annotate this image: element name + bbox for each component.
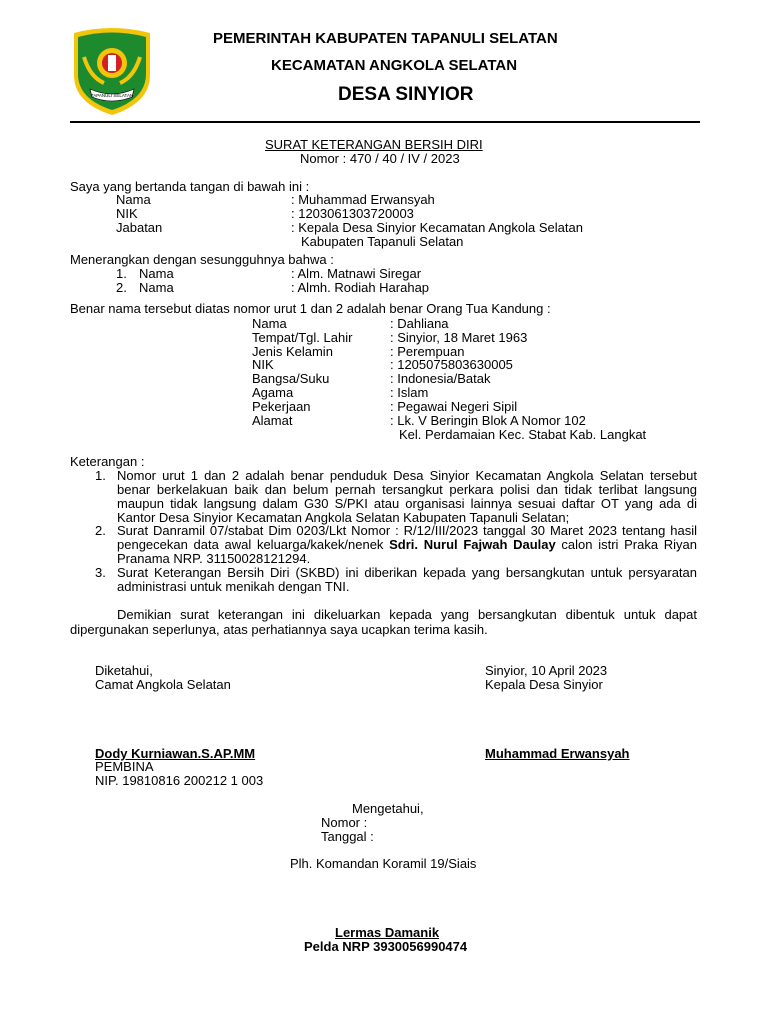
- child-gender-value: : Perempuan: [390, 344, 465, 359]
- letter-title: SURAT KETERANGAN BERSIH DIRI: [265, 137, 483, 152]
- bottom-sign-acknowledge: Mengetahui,: [352, 801, 424, 816]
- child-nationality-value: : Indonesia/Batak: [390, 371, 491, 386]
- child-name-value: : Dahliana: [390, 316, 449, 331]
- remark-1-text: Nomor urut 1 dan 2 adalah benar penduduk Desa Sinyior Kecamatan Angkola Selatan tersebut benar berkelakuan baik dan belum pernah tersangkut perkara polisi dan tidak terlibat langsung maupun tidak langsung dalam G30 S/PKI atau organisasi lainnya sesuai daftar OT yang ada di Kantor Desa Sinyior Kecamatan Angkola Selatan Kabupaten Tapanuli Selatan;: [117, 468, 697, 525]
- header-government: PEMERINTAH KABUPATEN TAPANULI SELATAN: [213, 30, 558, 47]
- remark-2-text: [117, 524, 697, 566]
- child-birth-label: Tempat/Tgl. Lahir: [252, 330, 353, 345]
- signer-position-label: Jabatan: [116, 220, 163, 235]
- left-sign-line2: Camat Angkola Selatan: [95, 677, 231, 692]
- child-gender-label: Jenis Kelamin: [252, 344, 333, 359]
- right-sign-line2: Kepala Desa Sinyior: [485, 677, 603, 692]
- child-religion-value: : Islam: [390, 385, 429, 400]
- bottom-sign-office: Plh. Komandan Koramil 19/Siais: [290, 856, 477, 871]
- signer-nik-value: : 1203061303720003: [291, 206, 414, 221]
- header-village: DESA SINYIOR: [338, 84, 474, 105]
- parent-2-num: 2.: [116, 280, 127, 295]
- parents-intro: Menerangkan dengan sesungguhnya bahwa :: [70, 252, 334, 267]
- bottom-sign-number: Nomor :: [321, 815, 368, 830]
- remark-2-bride-name: Sdri. Nurul Fajwah Daulay: [389, 537, 556, 552]
- right-sign-name: Muhammad Erwansyah: [485, 746, 630, 761]
- logo-ribbon-text: TAPANULI SELATAN: [90, 93, 134, 98]
- child-nationality-label: Bangsa/Suku: [252, 371, 330, 386]
- parent-2-value: : Almh. Rodiah Harahap: [291, 280, 430, 295]
- closing-paragraph: Demikian surat keterangan ini dikeluarkan kepada yang bersangkutan dibentuk untuk dapat dipergunakan seperlunya, atas perhatiannya saya ucapkan terima kasih.: [70, 607, 697, 637]
- child-religion-label: Agama: [252, 385, 294, 400]
- right-sign-line1: Sinyior, 10 April 2023: [485, 663, 608, 678]
- child-address-cont: Kel. Perdamaian Kec. Stabat Kab. Langkat: [399, 427, 647, 442]
- remark-2-text-after: calon istri Praka Riyan Pranama NRP. 31150028121294.: [117, 537, 697, 566]
- child-occupation-label: Pekerjaan: [252, 399, 311, 414]
- remark-2-text-before: Surat Danramil 07/stabat Dim 0203/Lkt Nomor : R/12/III/2023 tanggal 30 Maret 2023 tentang hasil pengecekan data awal keluarga/kakek/nenek: [117, 523, 697, 552]
- header-divider: [70, 121, 700, 123]
- remark-3-text: Surat Keterangan Bersih Diri (SKBD) ini diberikan kepada yang bersangkutan untuk persyaratan administrasi untuk menikah dengan TNI.: [117, 565, 697, 594]
- parent-1-label: Nama: [139, 266, 174, 281]
- left-sign-rank: PEMBINA: [95, 759, 154, 774]
- remark-2-num: 2.: [95, 523, 106, 538]
- signer-name-value: : Muhammad Erwansyah: [291, 192, 435, 207]
- child-nik-label: NIK: [252, 357, 274, 372]
- child-name-label: Nama: [252, 316, 287, 331]
- bottom-sign-date: Tanggal :: [321, 829, 374, 844]
- parent-1-num: 1.: [116, 266, 127, 281]
- signer-name-label: Nama: [116, 192, 151, 207]
- child-address-value: : Lk. V Beringin Blok A Nomor 102: [390, 413, 586, 428]
- child-nik-value: : 1205075803630005: [390, 357, 513, 372]
- left-sign-name: Dody Kurniawan.S.AP.MM: [95, 746, 256, 761]
- remark-1-num: 1.: [95, 468, 106, 483]
- signer-position-value: : Kepala Desa Sinyior Kecamatan Angkola Selatan: [291, 220, 583, 235]
- child-occupation-value: : Pegawai Negeri Sipil: [390, 399, 518, 414]
- remarks-label: Keterangan :: [70, 454, 145, 469]
- child-address-label: Alamat: [252, 413, 293, 428]
- header-district: KECAMATAN ANGKOLA SELATAN: [271, 57, 518, 74]
- bottom-sign-rank: Pelda NRP 3930056990474: [304, 939, 468, 954]
- left-sign-line1: Diketahui,: [95, 663, 153, 678]
- letter-number: Nomor : 470 / 40 / IV / 2023: [300, 151, 460, 166]
- signer-position-cont: Kabupaten Tapanuli Selatan: [301, 234, 464, 249]
- regency-emblem-logo: [68, 27, 156, 119]
- child-intro: Benar nama tersebut diatas nomor urut 1 dan 2 adalah benar Orang Tua Kandung :: [70, 301, 551, 316]
- child-birth-value: : Sinyior, 18 Maret 1963: [390, 330, 528, 345]
- left-sign-nip: NIP. 19810816 200212 1 003: [95, 773, 264, 788]
- bottom-sign-name: Lermas Damanik: [335, 925, 440, 940]
- signer-nik-label: NIK: [116, 206, 138, 221]
- signer-intro: Saya yang bertanda tangan di bawah ini :: [70, 179, 310, 194]
- parent-2-label: Nama: [139, 280, 174, 295]
- parent-1-value: : Alm. Matnawi Siregar: [291, 266, 422, 281]
- remark-3-num: 3.: [95, 565, 106, 580]
